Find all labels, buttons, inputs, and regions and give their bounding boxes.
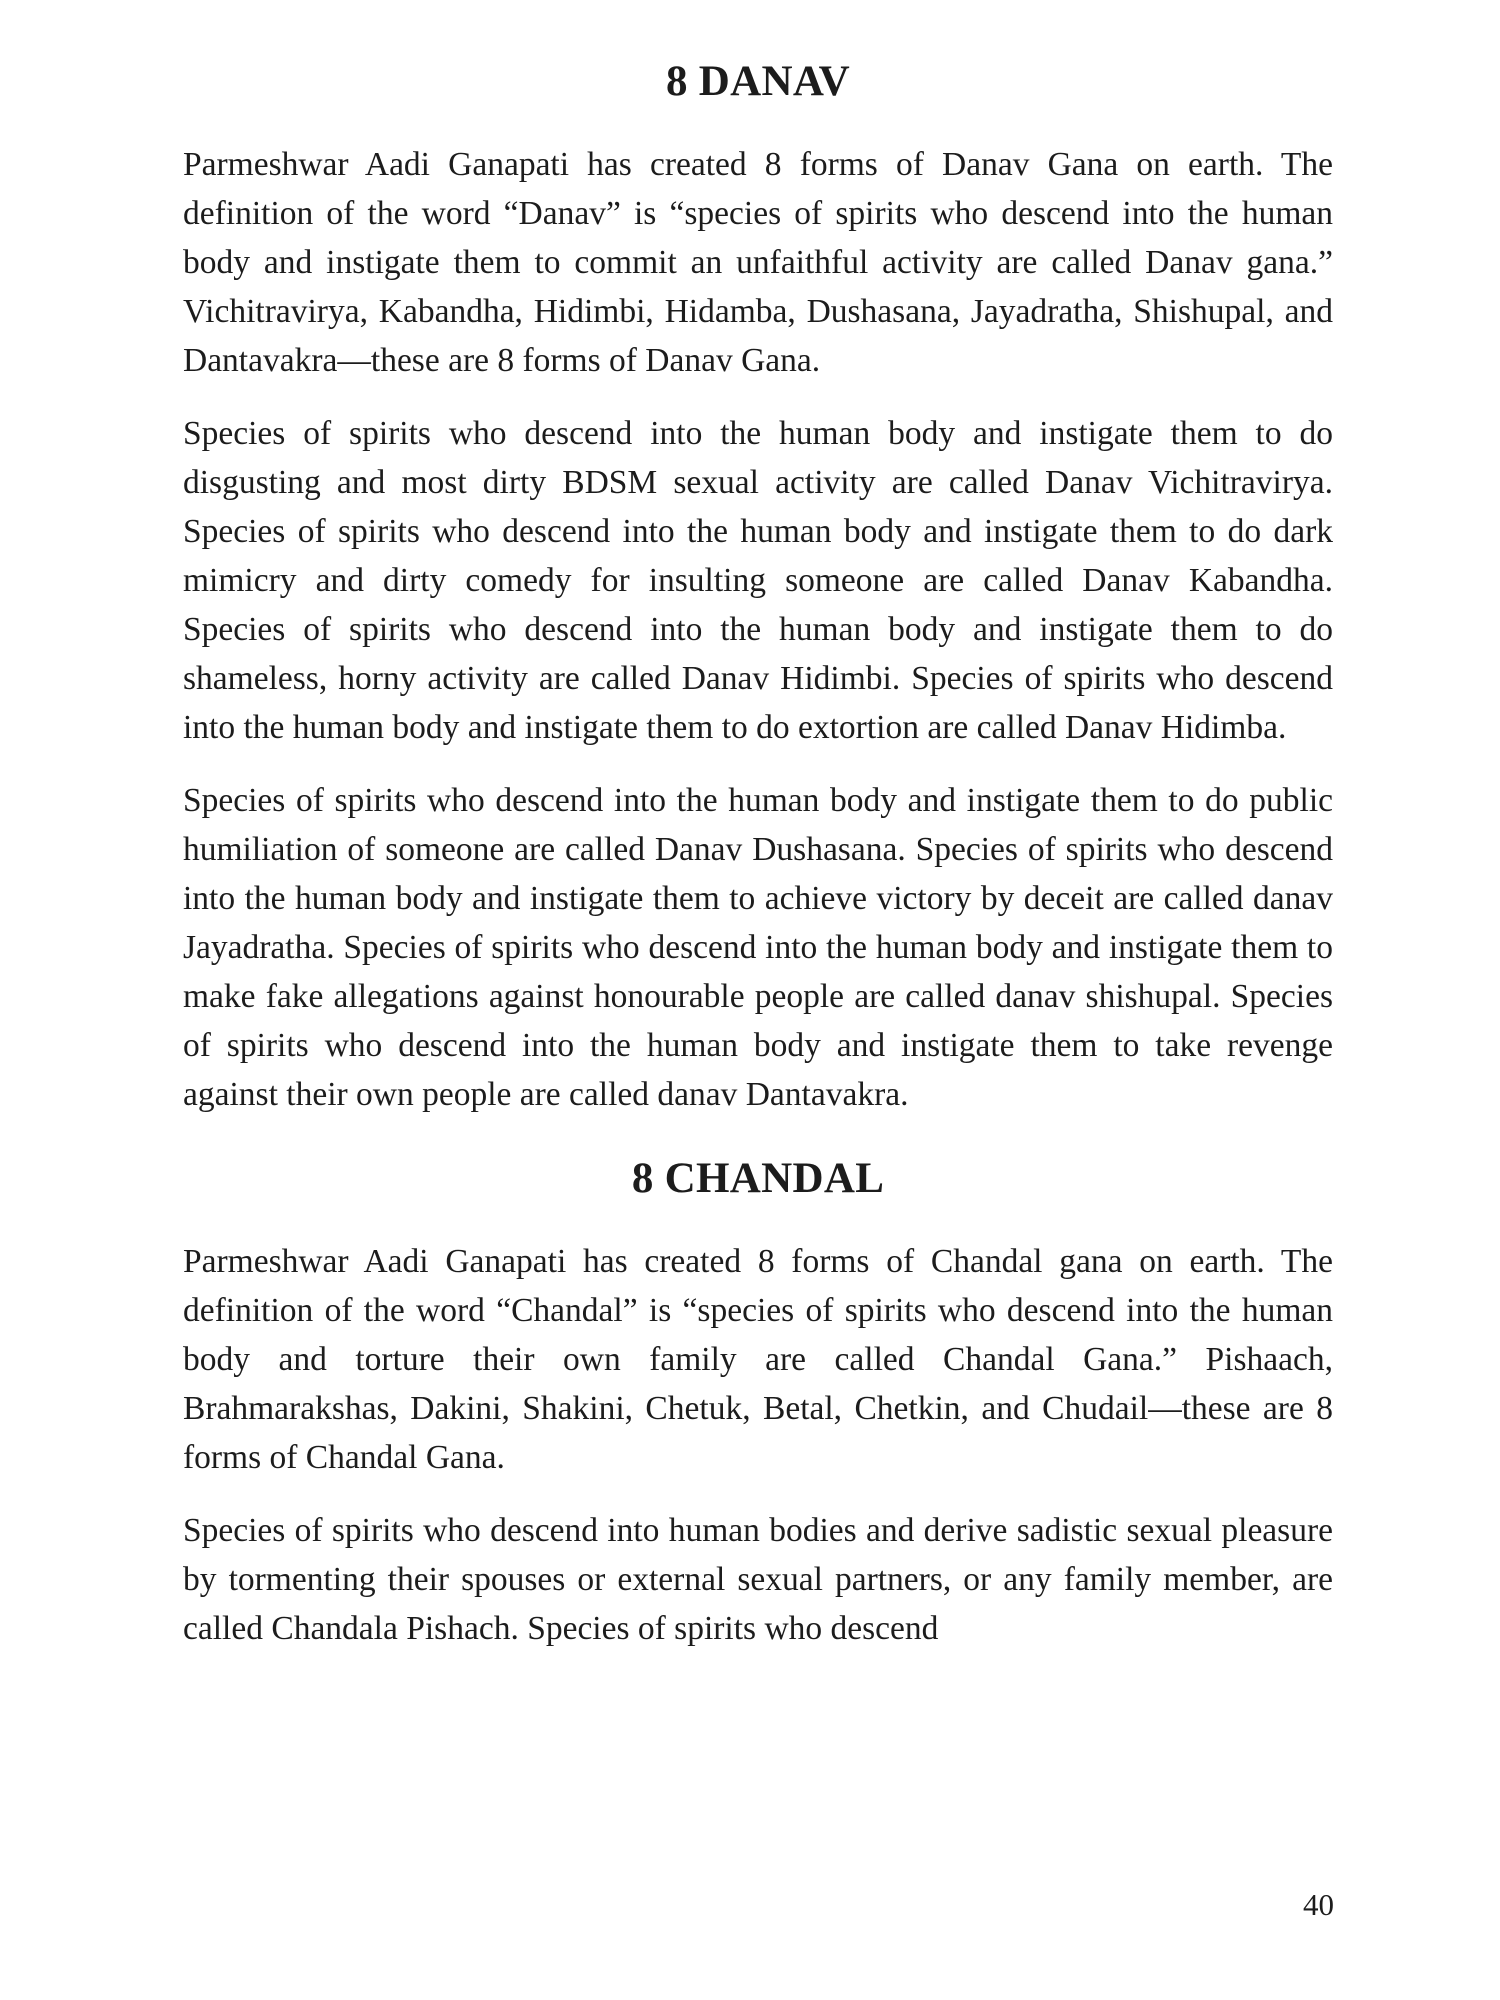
- danav-paragraph-1: Parmeshwar Aadi Ganapati has created 8 forms of Danav Gana on earth. The definition of the word “Danav” is “species of spirits who descend into the human body and instigate them to commit an unfaithful activity are called Danav gana.” Vichitravirya, Kabandha, Hidimbi, Hidamba, Dushasana, Jayadratha, Shishupal, and Dantavakra—these are 8 forms of Danav Gana.: [183, 146, 1333, 379]
- danav-paragraph-3: Species of spirits who descend into the human body and instigate them to do public humiliation of someone are called Danav Dushasana. Species of spirits who descend into the human body and instigate them to achieve victory by deceit are called danav Jayadratha. Species of spirits who descend into the human body and instigate them to make fake allegations against honourable people are called danav shishupal. Species of spirits who descend into the human body and instigate them to take revenge against their own people are called danav Dantavakra.: [183, 782, 1333, 1113]
- section-title-danav: 8 DANAV: [665, 58, 851, 105]
- page-content: [183, 52, 1333, 1653]
- danav-paragraph-2: Species of spirits who descend into the human body and instigate them to do disgusting and most dirty BDSM sexual activity are called Danav Vichitravirya. Species of spirits who descend into the human body and instigate them to do dark mimicry and dirty comedy for insulting someone are called Danav Kabandha. Species of spirits who descend into the human body and instigate them to do shameless, horny activity are called Danav Hidimbi. Species of spirits who descend into the human body and instigate them to do extortion are called Danav Hidimba.: [183, 415, 1333, 746]
- chandal-paragraph-2: Species of spirits who descend into human bodies and derive sadistic sexual pleasure by tormenting their spouses or external sexual partners, or any family member, are called Chandala Pishach. Species of spirits who descend: [183, 1512, 1333, 1647]
- chandal-paragraph-1: Parmeshwar Aadi Ganapati has created 8 forms of Chandal gana on earth. The definition of the word “Chandal” is “species of spirits who descend into the human body and torture their own family are called Chandal Gana.” Pishaach, Brahmarakshas, Dakini, Shakini, Chetuk, Betal, Chetkin, and Chudail—these are 8 forms of Chandal Gana.: [183, 1243, 1333, 1476]
- section-title-chandal: 8 CHANDAL: [631, 1155, 885, 1202]
- page-number: 40: [1303, 1887, 1334, 1922]
